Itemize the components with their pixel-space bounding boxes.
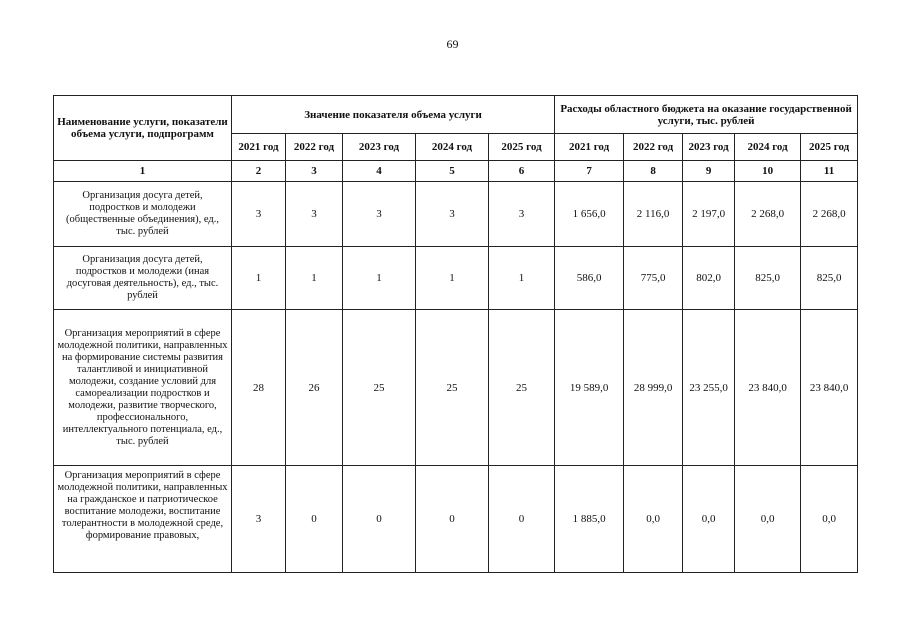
- column-index: 11: [801, 161, 858, 182]
- expense-value: 0,0: [683, 466, 735, 573]
- volume-value: 0: [343, 466, 416, 573]
- volume-value: 3: [286, 182, 343, 247]
- column-index: 10: [735, 161, 801, 182]
- expense-value: 2 197,0: [683, 182, 735, 247]
- expense-value: 2 268,0: [801, 182, 858, 247]
- table-row: [54, 247, 858, 310]
- header-expense-year: 2024 год: [735, 134, 801, 161]
- volume-value: 25: [343, 310, 416, 466]
- column-index: 1: [54, 161, 232, 182]
- expense-value: 1 885,0: [555, 466, 624, 573]
- expense-value: 2 116,0: [624, 182, 683, 247]
- expense-value: 775,0: [624, 247, 683, 310]
- volume-value: 25: [489, 310, 555, 466]
- header-expense-year: 2022 год: [624, 134, 683, 161]
- table-row: [54, 310, 858, 466]
- volume-value: 1: [286, 247, 343, 310]
- column-index: 6: [489, 161, 555, 182]
- column-index: 2: [232, 161, 286, 182]
- volume-value: 1: [343, 247, 416, 310]
- header-name-col: Наименование услуги, показатели объема услуги, подпрограмм: [54, 96, 232, 161]
- volume-value: 3: [489, 182, 555, 247]
- expense-value: 802,0: [683, 247, 735, 310]
- expense-value: 586,0: [555, 247, 624, 310]
- column-index: 8: [624, 161, 683, 182]
- report-table: [53, 95, 858, 573]
- column-index-row: [54, 161, 858, 182]
- volume-value: 1: [416, 247, 489, 310]
- expense-value: 2 268,0: [735, 182, 801, 247]
- header-volume-year: 2023 год: [343, 134, 416, 161]
- volume-value: 3: [232, 182, 286, 247]
- service-name: Организация мероприятий в сфере молодежной политики, направленных на формирование системы развития талантливой и инициативной молодежи, создание условий для самореализации подростков и молодежи, развитие творческого, профессионального, интеллектуального потенциала, ед., тыс. рублей: [54, 310, 232, 466]
- header-expense-year: 2025 год: [801, 134, 858, 161]
- column-index: 7: [555, 161, 624, 182]
- column-index: 4: [343, 161, 416, 182]
- column-index: 9: [683, 161, 735, 182]
- volume-value: 25: [416, 310, 489, 466]
- page-number: 69: [446, 37, 459, 51]
- service-name: Организация мероприятий в сфере молодежной политики, направленных на гражданское и патриотическое воспитание молодежи, воспитание толерантности в молодежной среде, формирование правовых,: [54, 466, 232, 573]
- volume-value: 3: [232, 466, 286, 573]
- header-volume-year: 2025 год: [489, 134, 555, 161]
- service-name: Организация досуга детей, подростков и молодежи (иная досуговая деятельность), ед., тыс. рублей: [54, 247, 232, 310]
- column-index: 5: [416, 161, 489, 182]
- column-index: 3: [286, 161, 343, 182]
- expense-value: 19 589,0: [555, 310, 624, 466]
- table-row: [54, 182, 858, 247]
- header-volume-year: 2022 год: [286, 134, 343, 161]
- expense-value: 0,0: [624, 466, 683, 573]
- header-volume-group: Значение показателя объема услуги: [232, 96, 555, 134]
- expense-value: 23 840,0: [735, 310, 801, 466]
- expense-value: 825,0: [735, 247, 801, 310]
- volume-value: 1: [489, 247, 555, 310]
- header-expense-year: 2021 год: [555, 134, 624, 161]
- expense-value: 28 999,0: [624, 310, 683, 466]
- expense-value: 1 656,0: [555, 182, 624, 247]
- volume-value: 0: [286, 466, 343, 573]
- volume-value: 1: [232, 247, 286, 310]
- header-expense-year: 2023 год: [683, 134, 735, 161]
- volume-value: 3: [416, 182, 489, 247]
- header-row-1: [54, 96, 858, 134]
- header-volume-year: 2021 год: [232, 134, 286, 161]
- header-expense-group: Расходы областного бюджета на оказание государственной услуги, тыс. рублей: [555, 96, 858, 134]
- volume-value: 3: [343, 182, 416, 247]
- header-volume-year: 2024 год: [416, 134, 489, 161]
- expense-value: 23 840,0: [801, 310, 858, 466]
- volume-value: 26: [286, 310, 343, 466]
- expense-value: 0,0: [801, 466, 858, 573]
- expense-value: 825,0: [801, 247, 858, 310]
- expense-value: 0,0: [735, 466, 801, 573]
- volume-value: 0: [489, 466, 555, 573]
- service-name: Организация досуга детей, подростков и молодежи (общественные объединения), ед., тыс. рублей: [54, 182, 232, 247]
- volume-value: 28: [232, 310, 286, 466]
- expense-value: 23 255,0: [683, 310, 735, 466]
- volume-value: 0: [416, 466, 489, 573]
- table-row: [54, 466, 858, 573]
